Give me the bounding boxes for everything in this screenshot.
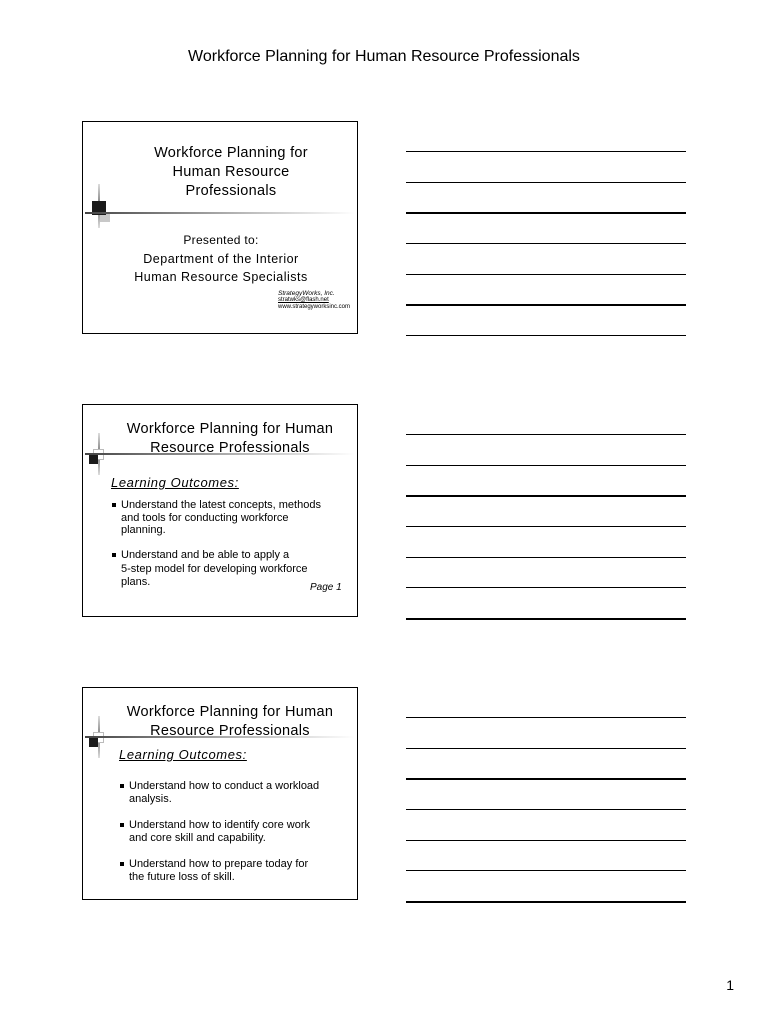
list-item: Understand how to prepare today for the future loss of skill. [119,858,355,883]
list-item: Understand how to identify core work and core skill and capability. [119,819,355,844]
slide-2 [82,404,358,617]
learning-outcomes-heading: Learning Outcomes: [111,475,239,490]
department-text: Department of the Interior [143,252,299,266]
list-item: Understand and be able to apply a 5-step model for developing workforce plans. [111,549,355,589]
presented-to-label: Presented to: [183,233,259,247]
company-website[interactable]: www.strategyworksinc.com [278,304,351,310]
list-item: Understand the latest concepts, methods and tools for conducting workforce planning. [111,499,355,537]
learning-outcomes-heading: Learning Outcomes: [119,747,247,762]
page-header-title: Workforce Planning for Human Resource Professionals [188,48,580,65]
page-tag: Page 1 [310,582,342,593]
company-email[interactable]: stratwks@flash.net [278,297,329,303]
slide-title: Workforce Planning for Human Resource Professionals [154,145,308,199]
page-number: 1 [726,977,734,993]
slide-title: Workforce Planning for Human Resource Professionals [126,421,334,456]
list-item: Understand how to conduct a workload analysis. [119,780,355,805]
learning-outcomes-list [119,780,355,883]
audience-text: Human Resource Specialists [134,270,308,284]
slide-title: Workforce Planning for Human Resource Professionals [126,704,334,739]
slide-1 [82,121,358,334]
learning-outcomes-list [111,499,355,588]
company-info [278,290,350,311]
slide-3 [82,687,358,900]
company-name: StrategyWorks, Inc. [278,290,335,297]
